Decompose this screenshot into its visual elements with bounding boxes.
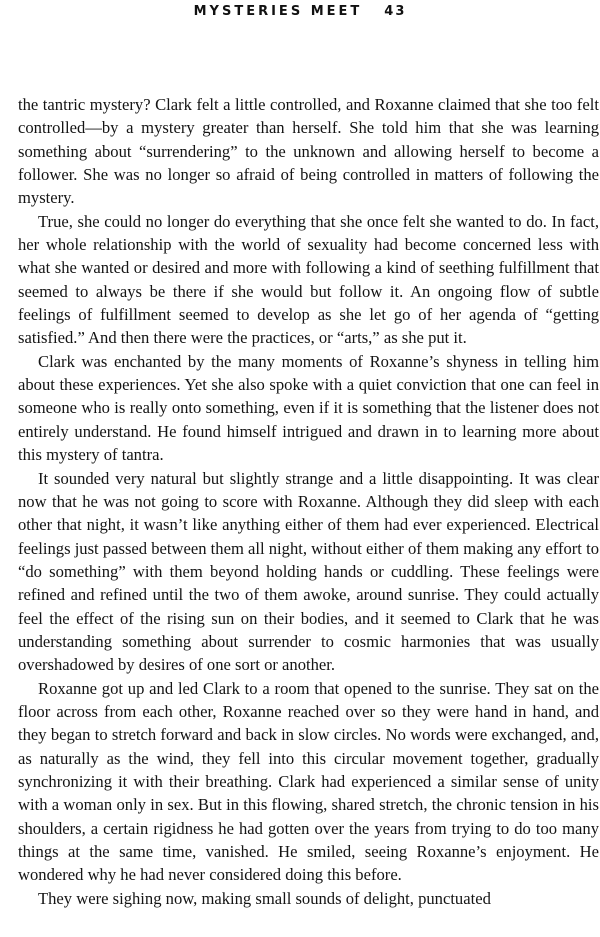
paragraph: Roxanne got up and led Clark to a room that opened to the sunrise. They sat on the floor across from each other, Roxanne reached over so they were hand in hand, and they began to stretch forward and back in slow circles. No words were exchanged, and, as naturally as the wind, they fell into this circular movement together, gradually synchronizing it with their breathing. Clark had experienced a similar sense of unity with a woman only in sex. But in this flowing, shared stretch, the chronic tension in his shoulders, a certain rigidness he had gotten over the years from trying to do too many things at the same time, vanished. He smiled, seeing Roxanne’s enjoyment. He wondered why he had never considered doing this before. — [18, 678, 599, 885]
page-number: 43 — [384, 4, 407, 19]
paragraph: True, she could no longer do everything that she once felt she wanted to do. In fact, her whole relationship with the world of sexuality had become concerned less with what she wanted or desired and more with following a kind of seething fulfillment that seemed to always be there if she would but follow it. An ongoing flow of subtle feelings of fulfillment seemed to develop as she let go of her agenda of “getting satisfied.” And then there were the practices, or “arts,” as she put it. — [18, 211, 599, 348]
body-text — [18, 93, 599, 910]
paragraph-continued: They were sighing now, making small sounds of delight, punctuated — [38, 888, 491, 908]
paragraph: It sounded very natural but slightly strange and a little disappointing. It was clear now that he was not going to score with Roxanne. Although they did sleep with each other that night, it wasn’t like anything either of them had ever experienced. Electrical feelings just passed between them all night, without either of them making any effort to “do something” with them beyond holding hands or cuddling. These feelings were refined and refined until the two of them awoke, around sunrise. They could actually feel the effect of the rising sun on their bodies, and it seemed to Clark that he was understanding something about surrender to cosmic harmonies that was usually overshadowed by desires of one sort or another. — [18, 468, 599, 675]
paragraph: the tantric mystery? Clark felt a little controlled, and Roxanne claimed that she too felt controlled—by a mystery greater than herself. She told him that she was learning something about “surrendering” to the unknown and allowing herself to become a follower. She was no longer so afraid of being controlled in matters of following the mystery. — [18, 95, 599, 208]
running-head — [0, 4, 600, 19]
paragraph: Clark was enchanted by the many moments of Roxanne’s shyness in telling him about these experiences. Yet she also spoke with a quiet conviction that one can feel in someone who is really onto something, even if it is something that the listener does not entirely understand. He found himself intrigued and drawn in to learning more about this mystery of tantra. — [18, 351, 599, 465]
running-head-title: MYSTERIES MEET — [193, 4, 363, 19]
